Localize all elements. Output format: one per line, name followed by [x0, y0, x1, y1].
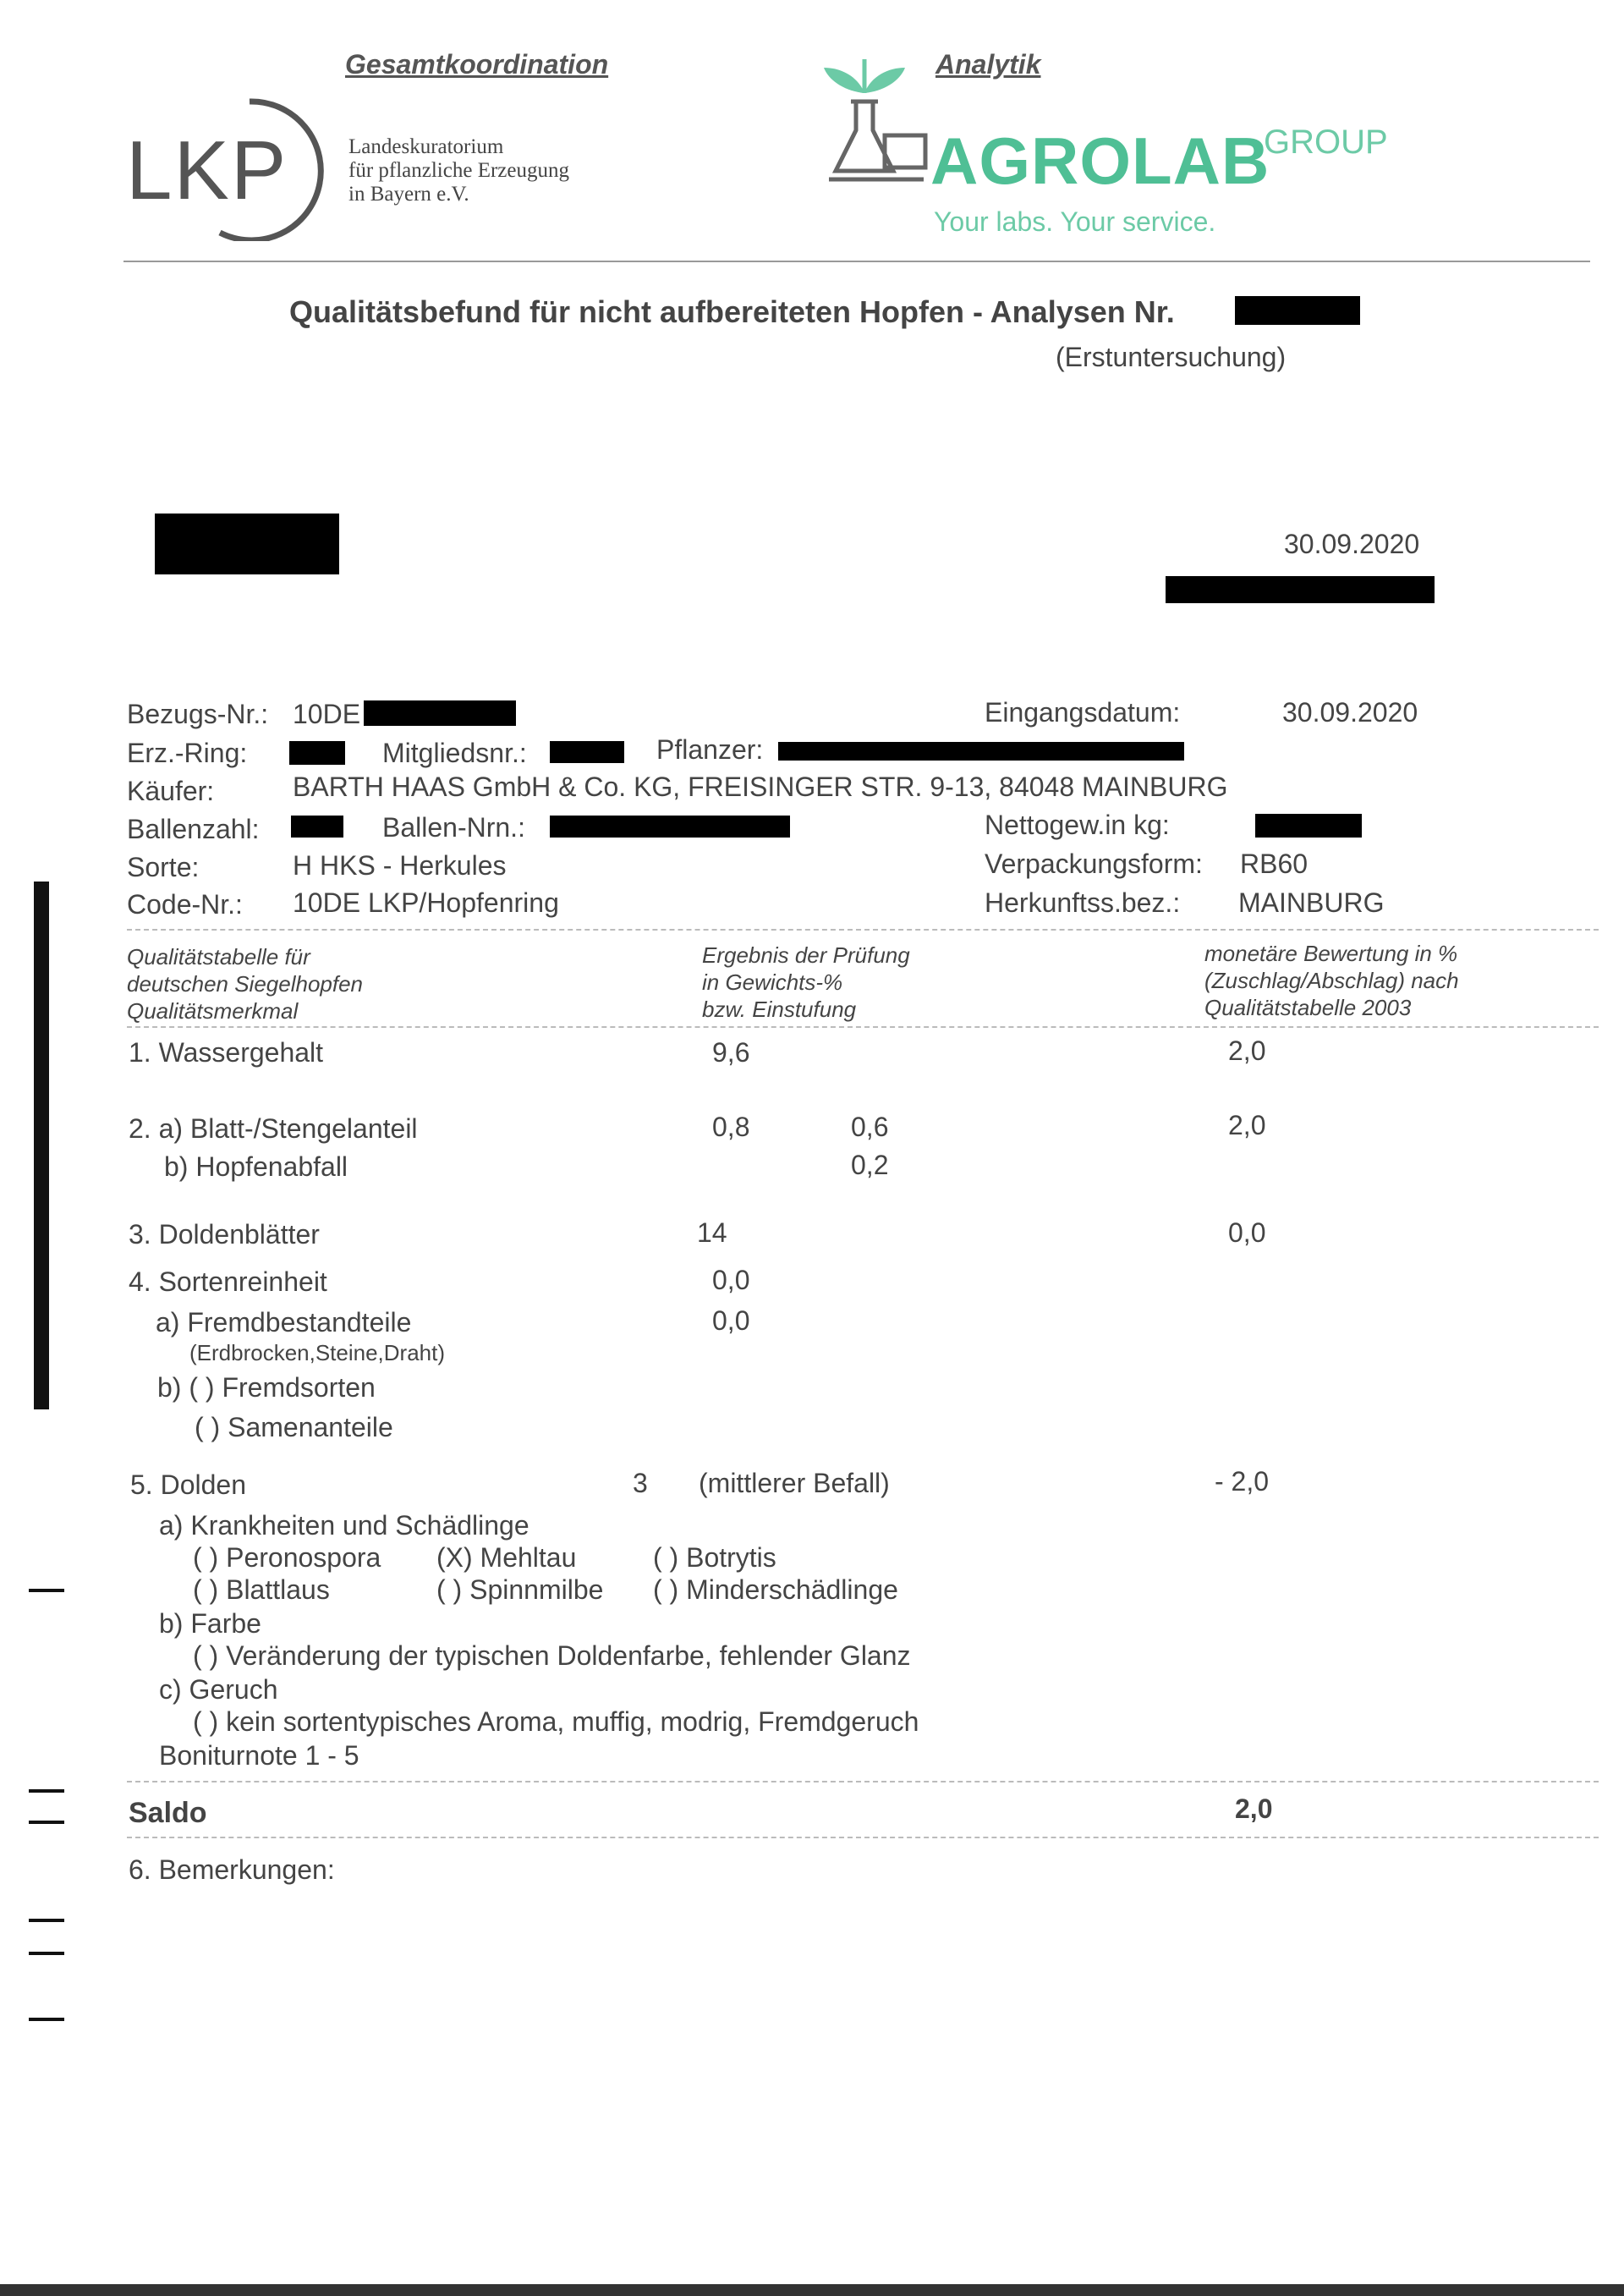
row5-grade: 3	[633, 1468, 648, 1498]
header-divider	[123, 261, 1590, 262]
row5c-label: c) Geruch	[159, 1674, 278, 1705]
redaction-address	[155, 514, 339, 574]
col3-header-line-3: Qualitätstabelle 2003	[1204, 995, 1412, 1020]
col2-header-line-2: in Gewichts-%	[702, 969, 843, 995]
agrolab-name: AGROLAB	[930, 124, 1270, 198]
row2a-value: 2,0	[1228, 1110, 1266, 1140]
mitglied-label: Mitgliedsnr.:	[382, 738, 527, 768]
row5-label: 5. Dolden	[130, 1469, 246, 1500]
row3-result: 14	[697, 1217, 727, 1248]
col2-header-line-3: bzw. Einstufung	[702, 997, 857, 1022]
lkp-org-line-3: in Bayern e.V.	[348, 183, 469, 206]
col3-header-line-1: monetäre Bewertung in %	[1204, 941, 1458, 966]
row5b-label: b) Farbe	[159, 1608, 261, 1639]
row4a-label: a) Fremdbestandteile	[156, 1307, 412, 1338]
saldo-label: Saldo	[129, 1797, 207, 1829]
redaction-bezugs	[364, 700, 516, 726]
row5a-minderschaedlinge: ( ) Minderschädlinge	[653, 1574, 898, 1605]
herkunft-value: MAINBURG	[1238, 887, 1385, 918]
agrolab-group: GROUP	[1264, 124, 1388, 161]
punch-mark-2	[29, 1789, 64, 1793]
row4a-result: 0,0	[712, 1305, 750, 1336]
divider-info	[127, 929, 1599, 931]
row5a-blattlaus: ( ) Blattlaus	[193, 1574, 330, 1605]
eingang-label: Eingangsdatum:	[985, 697, 1181, 728]
lkp-logo	[123, 89, 326, 241]
document-subtitle: (Erstuntersuchung)	[1056, 342, 1287, 372]
row2a-label: 2. a) Blatt-/Stengelanteil	[129, 1113, 418, 1144]
sorte-label: Sorte:	[127, 852, 200, 882]
row5-value: - 2,0	[1215, 1466, 1270, 1497]
punch-mark-6	[29, 2018, 64, 2021]
eingang-value: 30.09.2020	[1282, 697, 1418, 728]
redaction-reference	[1166, 576, 1435, 603]
bezugs-value: 10DE	[293, 699, 361, 729]
row5a-peronospora: ( ) Peronospora	[193, 1542, 381, 1573]
row2a-result: 0,8	[712, 1112, 750, 1142]
lkp-org-line-1: Landeskuratorium	[348, 135, 504, 158]
row4-result: 0,0	[712, 1265, 750, 1295]
row4b-label: b) ( ) Fremdsorten	[157, 1372, 376, 1403]
pflanzer-label: Pflanzer:	[656, 734, 764, 765]
row3-label: 3. Doldenblätter	[129, 1219, 320, 1250]
punch-mark-3	[29, 1821, 64, 1824]
ballen-nrn-label: Ballen-Nrn.:	[382, 812, 525, 843]
kaeufer-label: Käufer:	[127, 776, 215, 806]
col2-header-line-1: Ergebnis der Prüfung	[702, 942, 910, 968]
lkp-org-line-2: für pflanzliche Erzeugung	[348, 159, 569, 182]
heading-gesamtkoordination: Gesamtkoordination	[345, 49, 609, 80]
redaction-ballen-nrn	[550, 816, 790, 838]
redaction-pflanzer	[778, 742, 1184, 761]
col1-header-line-2: deutschen Siegelhopfen	[127, 971, 364, 997]
row5a-label: a) Krankheiten und Schädlinge	[159, 1510, 529, 1541]
saldo-value: 2,0	[1235, 1793, 1273, 1824]
kaeufer-value: BARTH HAAS GmbH & Co. KG, FREISINGER STR. 9-13, 84048 MAINBURG	[293, 772, 1228, 802]
redaction-analysis-no	[1235, 296, 1360, 325]
scan-bottom-edge	[0, 2284, 1624, 2296]
heading-analytik: Analytik	[935, 49, 1041, 80]
ballenzahl-label: Ballenzahl:	[127, 814, 260, 844]
divider-table-header	[127, 1026, 1599, 1028]
code-label: Code-Nr.:	[127, 889, 243, 920]
row3-value: 0,0	[1228, 1217, 1266, 1248]
row5c-text: ( ) kein sortentypisches Aroma, muffig, modrig, Fremdgeruch	[193, 1706, 919, 1737]
punch-mark-1	[29, 1589, 64, 1592]
agrolab-slogan: Your labs. Your service.	[934, 206, 1216, 237]
redaction-mitglied	[550, 741, 624, 763]
herkunft-label: Herkunftss.bez.:	[985, 887, 1181, 918]
verpackung-label: Verpackungsform:	[985, 849, 1203, 879]
row1-result: 9,6	[712, 1037, 750, 1068]
col1-header-line-3: Qualitätsmerkmal	[127, 998, 299, 1024]
row1-label: 1. Wassergehalt	[129, 1037, 324, 1068]
row4a-note: (Erdbrocken,Steine,Draht)	[189, 1340, 446, 1365]
row5b-text: ( ) Veränderung der typischen Doldenfarbe, fehlender Glanz	[193, 1640, 911, 1671]
bonitur-label: Boniturnote 1 - 5	[159, 1740, 359, 1771]
date-top: 30.09.2020	[1284, 529, 1420, 559]
netto-label: Nettogew.in kg:	[985, 810, 1170, 840]
lkp-logo-text: LKP	[126, 124, 288, 217]
col3-header-line-2: (Zuschlag/Abschlag) nach	[1204, 968, 1459, 993]
row2b-sub: 0,2	[851, 1150, 889, 1180]
remarks-label: 6. Bemerkungen:	[129, 1854, 335, 1885]
redaction-ballenzahl	[291, 816, 343, 838]
erzring-label: Erz.-Ring:	[127, 738, 248, 768]
row4c-label: ( ) Samenanteile	[195, 1412, 393, 1442]
row2b-label: b) Hopfenabfall	[164, 1151, 348, 1182]
punch-mark-5	[29, 1952, 64, 1955]
verpackung-value: RB60	[1240, 849, 1309, 879]
redaction-erzring	[289, 741, 345, 765]
punch-mark-4	[29, 1919, 64, 1922]
agrolab-flask-icon	[812, 52, 930, 192]
row5a-mehltau: (X) Mehltau	[436, 1542, 577, 1573]
row5-result: (mittlerer Befall)	[699, 1468, 890, 1498]
divider-saldo-top	[127, 1781, 1599, 1782]
row5a-botrytis: ( ) Botrytis	[653, 1542, 776, 1573]
scan-edge-bar	[34, 882, 49, 1409]
sorte-value: H HKS - Herkules	[293, 850, 507, 881]
row2a-sub: 0,6	[851, 1112, 889, 1142]
row4-label: 4. Sortenreinheit	[129, 1266, 327, 1297]
divider-saldo-bottom	[127, 1837, 1599, 1838]
row1-value: 2,0	[1228, 1035, 1266, 1066]
redaction-netto	[1255, 814, 1362, 838]
document-title: Qualitätsbefund für nicht aufbereiteten Hopfen - Analysen Nr.	[289, 294, 1175, 329]
row5a-spinnmilbe: ( ) Spinnmilbe	[436, 1574, 604, 1605]
bezugs-label: Bezugs-Nr.:	[127, 699, 269, 729]
col1-header-line-1: Qualitätstabelle für	[127, 944, 310, 969]
code-value: 10DE LKP/Hopfenring	[293, 887, 559, 918]
